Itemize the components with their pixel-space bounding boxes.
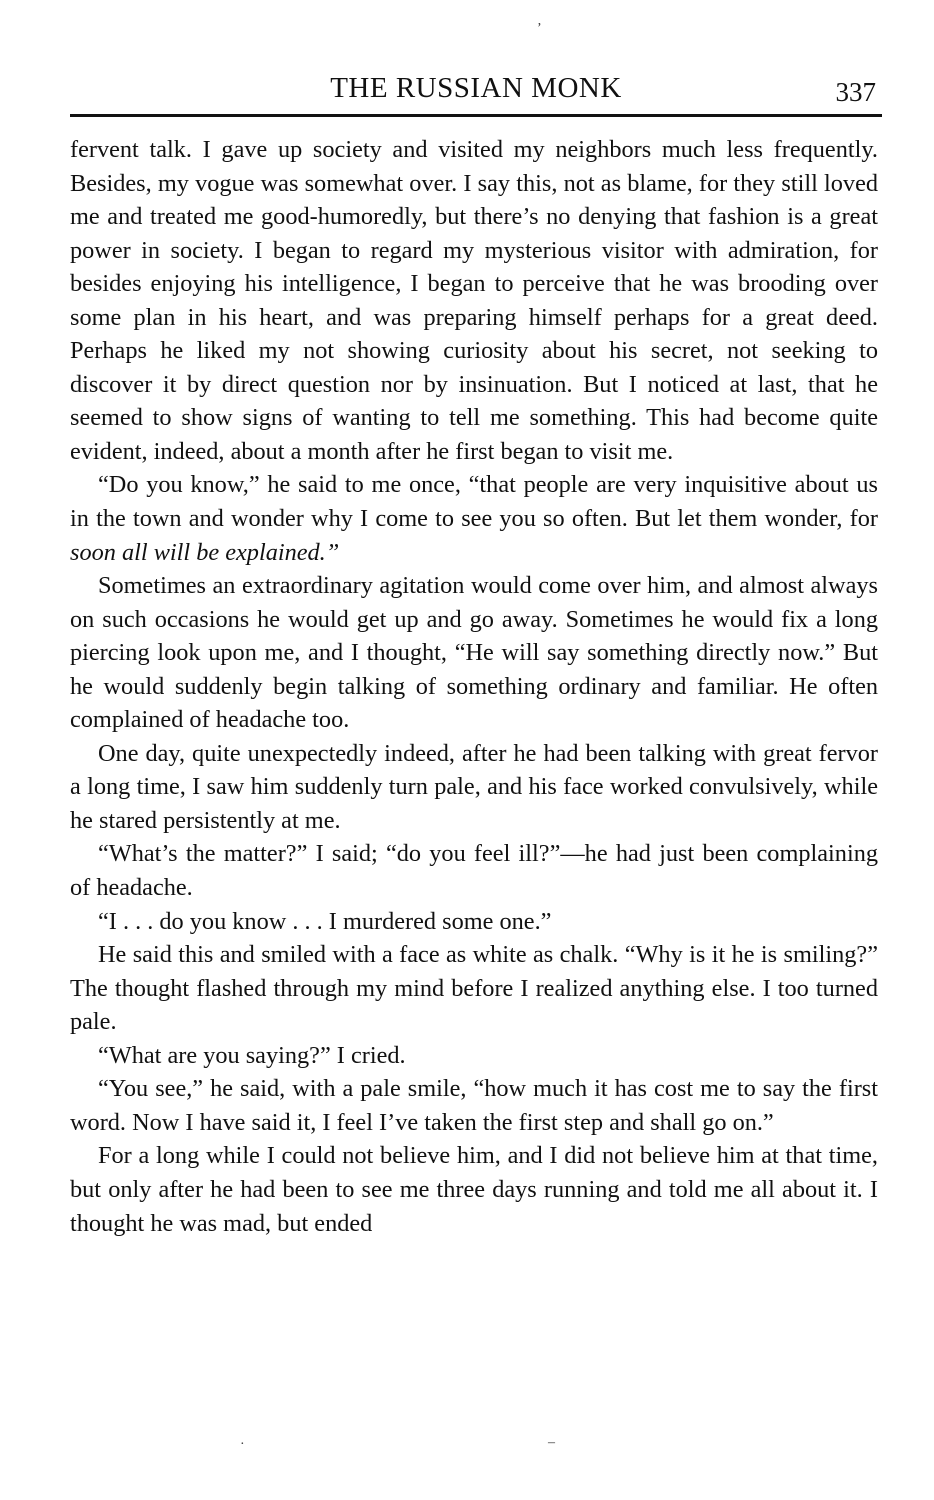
running-head: THE RUSSIAN MONK (330, 72, 622, 104)
paragraph: “You see,” he said, with a pale smile, “how much it has cost me to say the first word. Now I have said it, I feel I’ve taken the first step and shall go on.” (70, 1075, 878, 1136)
paragraph: “What are you saying?” I cried. (98, 1041, 406, 1069)
paragraph-text: “Do you know,” he said to me once, “that people are very inquisitive about us in the town and wonder why I come to see you so often. But let them wonder, for (70, 471, 878, 533)
paragraph: For a long while I could not believe him, and I did not believe him at that time, but only after he had been to see me three days running and told me all about it. I thought he was mad, but ended (70, 1142, 878, 1237)
paragraph: “What’s the matter?” I said; “do you feel ill?”—he had just been complaining of headache. (70, 840, 878, 902)
paragraph (70, 468, 878, 569)
header-rule (70, 114, 882, 117)
paragraph: Sometimes an extraordinary agitation would come over him, and almost always on such occasions he would get up and go away. Sometimes he would fix a long piercing look upon me, and I thought, “He will say something directly now.” But he would suddenly begin talking of something ordinary and familiar. He often complained of headache too. (70, 572, 878, 734)
paragraph: He said this and smiled with a face as white as chalk. “Why is it he is smiling?” The thought flashed through my mind before I realized anything else. I too turned pale. (70, 941, 878, 1036)
paragraph: “I . . . do you know . . . I murdered some one.” (98, 907, 552, 935)
paragraph: One day, quite unexpectedly indeed, after he had been talking with great fervor a long time, I saw him suddenly turn pale, and his face worked convulsively, while he stared persistently at me. (70, 739, 878, 834)
italic-phrase: soon all will be explained.” (70, 538, 340, 566)
paragraph: fervent talk. I gave up society and visited my neighbors much less frequently. Besides, my vogue was somewhat over. I say this, not as blame, for they still loved me and treated me good-humoredly, but there’s no denying that fashion is a great power in society. I began to regard my mysterious visitor with admiration, for besides enjoying his intelligence, I began to perceive that he was brooding over some plan in his heart, and was preparing himself perhaps for a great deed. Perhaps he liked my not showing curiosity about his secret, not seeking to discover it by direct question nor by insinuation. But I noticed at last, that he seemed to show signs of wanting to tell me something. This had become quite evident, indeed, about a month after he first began to visit me. (70, 136, 878, 465)
page-header (70, 68, 882, 108)
scan-speck: ’ (537, 21, 542, 36)
page-number: 337 (835, 77, 876, 107)
scan-speck: – (548, 1435, 555, 1450)
body-text (70, 133, 878, 1240)
scan-speck: · (240, 1437, 245, 1452)
